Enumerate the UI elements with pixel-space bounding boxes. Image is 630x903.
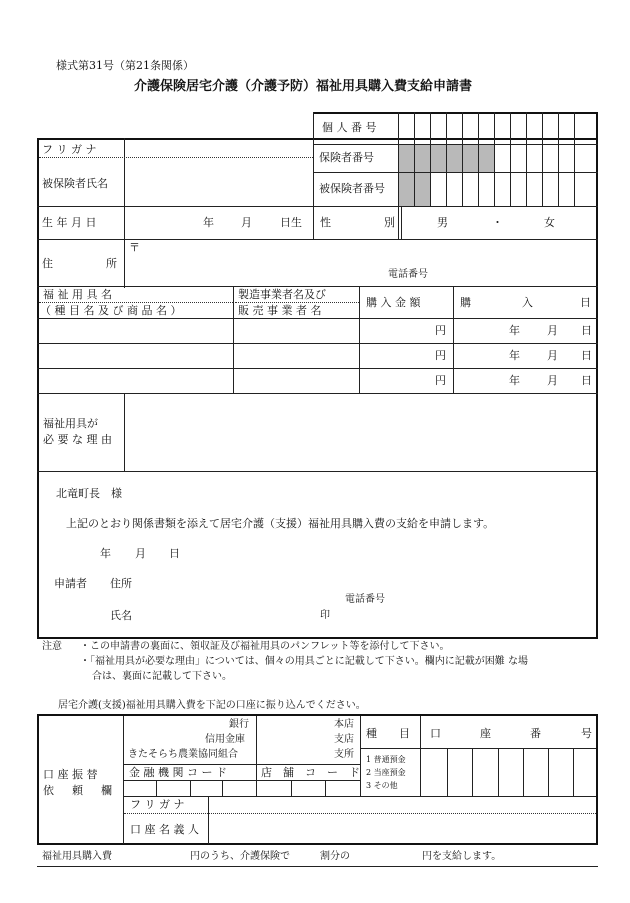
- kind-option-2[interactable]: 2 当座預金: [366, 768, 406, 777]
- account-holder-label: 口 座 名 義 人: [130, 823, 199, 836]
- footer-text-c: 割分の: [320, 851, 350, 862]
- note-3: 合は、裏面に記載して下さい。: [92, 671, 232, 682]
- account-furigana-label: フ リ ガ ナ: [130, 798, 185, 811]
- sex-separator: ・: [492, 216, 503, 229]
- branch-type-3: 支所: [334, 749, 354, 760]
- account-number-label-a: 口: [430, 727, 441, 740]
- bank-side-label-1: 口 座 振 替: [43, 768, 98, 781]
- row1-yen: 円: [435, 324, 446, 337]
- bank-type-3: きたそらち農業協同組合: [128, 749, 238, 760]
- footer-text-a: 福祉用具購入費: [42, 851, 112, 862]
- address-label: 住: [42, 257, 53, 270]
- items-col4-header-b: 入: [522, 296, 533, 309]
- hokensha-bango-label: 保険者番号: [319, 151, 374, 164]
- postal-mark: 〒: [129, 241, 140, 254]
- row3-month: 月: [547, 374, 558, 387]
- items-col2-subheader: 販 売 事 業 者 名: [238, 304, 322, 317]
- kojin-bango-label: 個 人 番 号: [322, 121, 377, 134]
- addressee: 北竜町長 様: [56, 487, 122, 500]
- footer-text-d: 円を支給します。: [422, 851, 502, 862]
- applicant-label: 申請者: [54, 577, 87, 590]
- bank-side-label-2: 依 頼 欄: [43, 784, 112, 797]
- row1-year: 年: [509, 324, 520, 337]
- items-col3-header: 購 入 金 額: [366, 296, 421, 309]
- branch-type-1: 本店: [334, 719, 354, 730]
- row3-year: 年: [509, 374, 520, 387]
- row1-day: 日: [581, 324, 592, 337]
- items-col4-header-a: 購: [460, 296, 471, 309]
- row2-month: 月: [547, 349, 558, 362]
- row2-day: 日: [581, 349, 592, 362]
- application-month: 月: [135, 547, 146, 560]
- branch-type-2: 支店: [334, 734, 354, 745]
- account-number-label-b: 座: [480, 727, 491, 740]
- sex-male-option[interactable]: 男: [437, 216, 448, 229]
- note-1: ・この申請書の裏面に、領収証及び福祉用具のパンフレット等を添付して下さい。: [80, 641, 450, 652]
- row3-yen: 円: [435, 374, 446, 387]
- furigana-label: フ リ ガ ナ: [42, 143, 97, 156]
- birth-month-unit: 月: [241, 216, 252, 229]
- account-holder-field[interactable]: [210, 815, 595, 842]
- items-col2-header: 製造事業者名及び: [238, 288, 326, 301]
- row3-day: 日: [581, 374, 592, 387]
- items-col1-subheader: （ 種 目 名 及 び 商 品 名 ）: [40, 304, 182, 317]
- hihokensha-shimei-label: 被保険者氏名: [42, 177, 108, 190]
- account-number-label-d: 号: [581, 727, 592, 740]
- account-number-label-c: 番: [530, 727, 541, 740]
- row1-month: 月: [547, 324, 558, 337]
- row2-yen: 円: [435, 349, 446, 362]
- branch-code-label: 店 舗 コ ー ド: [261, 766, 360, 779]
- seal-mark: 印: [320, 610, 330, 621]
- birth-year-unit: 年: [203, 216, 214, 229]
- application-year: 年: [100, 547, 111, 560]
- page-title: 介護保険居宅介護（介護予防）福祉用具購入費支給申請書: [134, 79, 473, 94]
- reason-label-line1: 福祉用具が: [43, 417, 98, 430]
- applicant-name-label: 氏名: [110, 609, 132, 622]
- furigana-field[interactable]: [126, 140, 312, 157]
- hihokensha-bango-label: 被保険者番号: [319, 182, 385, 195]
- account-furigana-field[interactable]: [210, 798, 595, 812]
- row2-year: 年: [509, 349, 520, 362]
- reason-label-line2: 必 要 な 理 由: [43, 433, 112, 446]
- application-day: 日: [169, 547, 180, 560]
- bank-type-1: 銀行: [229, 719, 249, 730]
- kind-option-1[interactable]: 1 普通預金: [366, 755, 406, 764]
- items-col1-header: 福 祉 用 具 名: [43, 288, 112, 301]
- bank-type-2: 信用金庫: [205, 734, 245, 745]
- address-field[interactable]: [126, 241, 596, 285]
- address-phone-label: 電話番号: [388, 269, 428, 280]
- birth-day-unit: 日生: [280, 216, 302, 229]
- application-statement: 上記のとおり関係書類を添えて居宅介護（支援）福祉用具購入費の支給を申請します。: [66, 517, 495, 530]
- kind-label: 種 目: [366, 727, 410, 740]
- form-number: 様式第31号（第21条関係）: [56, 59, 194, 72]
- address-label-2: 所: [106, 257, 117, 270]
- note-2: ・「福祉用具が必要な理由」については、個々の用具ごとに記載して下さい。欄内に記載が困難 な場: [80, 656, 528, 667]
- applicant-address-label: 住所: [110, 577, 132, 590]
- sex-label: 性: [320, 216, 331, 229]
- reason-field[interactable]: [126, 395, 596, 470]
- notes-label: 注意: [42, 641, 62, 652]
- sex-label-2: 別: [384, 216, 395, 229]
- footer-text-b: 円のうち、介護保険で: [190, 851, 290, 862]
- name-field[interactable]: [126, 159, 312, 205]
- items-col4-header-c: 日: [580, 296, 591, 309]
- sex-female-option[interactable]: 女: [544, 216, 555, 229]
- applicant-phone-label: 電話番号: [345, 594, 385, 605]
- birthdate-label: 生 年 月 日: [42, 216, 97, 229]
- bank-intro: 居宅介護(支援)福祉用具購入費を下記の口座に振り込んでください。: [58, 700, 366, 711]
- bank-code-label: 金 融 機 関 コ ー ド: [129, 766, 227, 779]
- kind-option-3[interactable]: 3 その他: [366, 781, 398, 790]
